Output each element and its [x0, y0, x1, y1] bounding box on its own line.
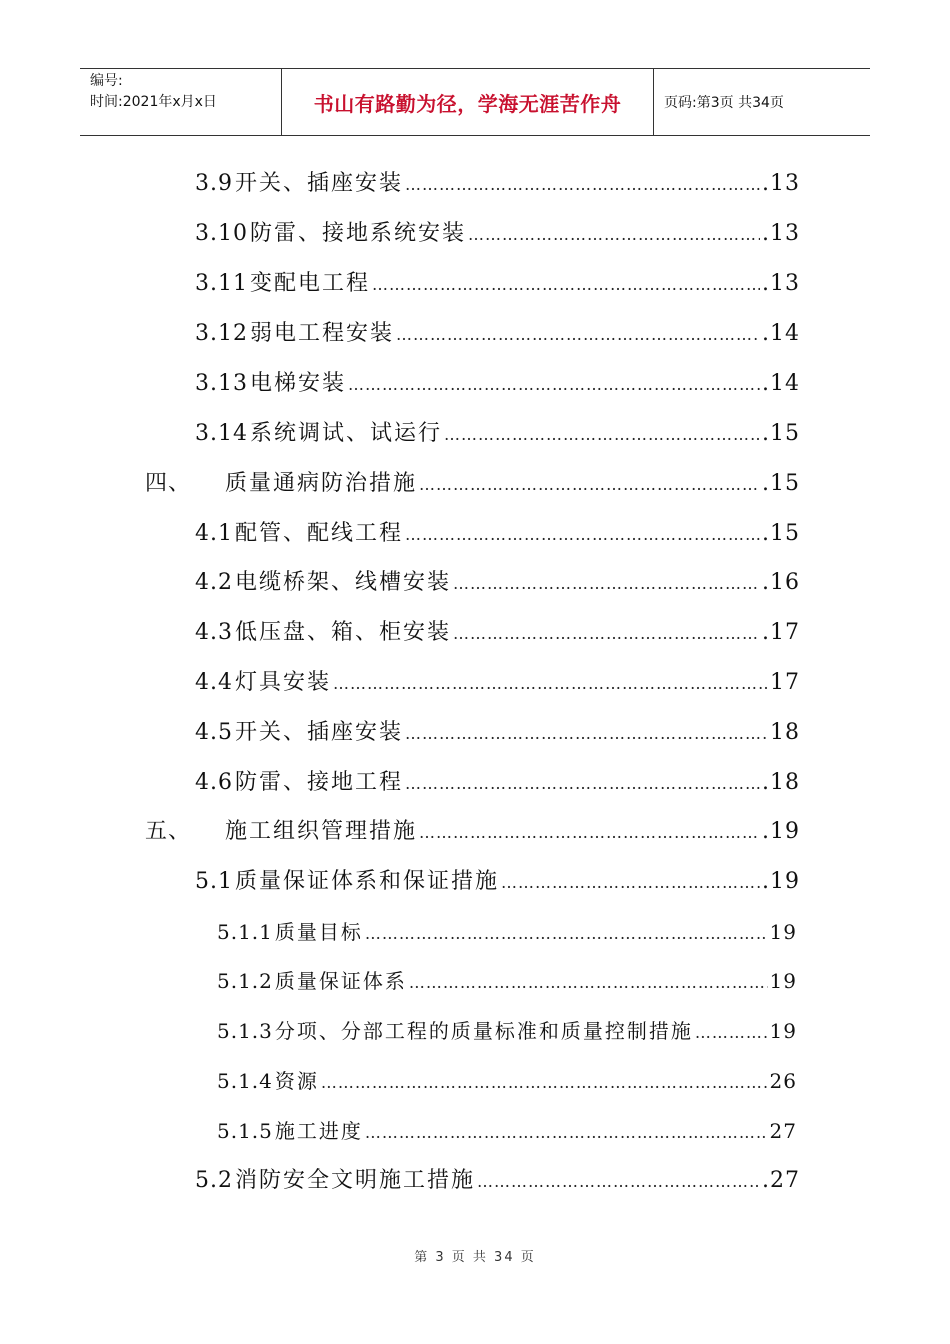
toc-entry-number: 3.9	[195, 171, 233, 196]
header-number-label: 编号:	[90, 73, 123, 89]
toc-leader-dots	[453, 619, 760, 648]
toc-entry-number: 5.1.5	[217, 1119, 273, 1143]
toc-entry-page: .13	[762, 171, 800, 196]
toc-entry-number: 5.1	[195, 869, 233, 894]
toc-entry[interactable]	[145, 817, 800, 847]
toc-entry-page: .15	[762, 521, 800, 546]
toc-leader-dots	[453, 569, 760, 598]
toc-entry-page: .14	[762, 371, 800, 396]
toc-entry-page: 27	[769, 1119, 797, 1143]
header-motto: 书山有路勤为径，学海无涯苦作舟	[313, 91, 622, 116]
toc-entry[interactable]	[217, 1016, 797, 1046]
toc-entry-title: 质量保证体系和保证措施	[235, 869, 500, 894]
toc-leader-dots	[695, 1018, 768, 1046]
toc-entry[interactable]	[195, 568, 800, 598]
toc-entry-number: 5.2	[195, 1168, 233, 1193]
toc-leader-dots	[372, 270, 760, 299]
toc-entry-page: 17	[770, 670, 800, 695]
toc-leader-dots	[405, 520, 760, 549]
toc-entry-page: 19	[769, 920, 797, 944]
header-meta	[80, 69, 282, 135]
toc-entry-title: 施工组织管理措施	[225, 819, 418, 844]
toc-entry[interactable]	[195, 618, 800, 648]
toc-entry-title: 开关、插座安装	[235, 171, 404, 196]
toc-leader-dots	[501, 868, 760, 897]
toc-entry-page: .15	[762, 421, 800, 446]
toc-leader-dots	[477, 1167, 760, 1196]
toc-entry-title: 质量通病防治措施	[225, 471, 418, 496]
toc-leader-dots	[321, 1068, 768, 1096]
toc-entry-number: 5.1.3	[217, 1019, 273, 1043]
toc-leader-dots	[405, 769, 760, 798]
toc-entry-page: 19	[769, 969, 797, 993]
toc-entry-number: 四、	[145, 471, 192, 496]
toc-entry-number: 4.3	[195, 620, 233, 645]
toc-entry-page: .16	[762, 570, 800, 595]
toc-leader-dots	[409, 968, 768, 996]
toc-entry-number: 3.14	[195, 421, 248, 446]
toc-entry-title: 低压盘、箱、柜安装	[235, 620, 452, 645]
toc-entry-number: 3.12	[195, 321, 248, 346]
header-motto-cell	[282, 69, 654, 135]
toc-entry-number: 5.1.1	[217, 920, 273, 944]
toc-entry-number: 4.4	[195, 670, 233, 695]
toc-leader-dots	[405, 719, 768, 748]
toc-leader-dots	[348, 370, 760, 399]
toc-entry[interactable]	[195, 718, 800, 748]
toc-entry-number: 5.1.4	[217, 1069, 273, 1093]
toc-entry-page: 26	[769, 1069, 797, 1093]
page-footer: 第 3 页 共 34 页	[414, 1250, 536, 1265]
toc-entry-title: 电梯安装	[249, 371, 346, 396]
toc-entry[interactable]	[195, 867, 800, 897]
toc-entry-number: 4.5	[195, 720, 233, 745]
toc-entry[interactable]	[217, 917, 797, 947]
header-time-label: 时间:2021年x月x日	[90, 94, 217, 110]
toc-entry-number: 3.11	[195, 271, 248, 296]
toc-entry-title: 分项、分部工程的质量标准和质量控制措施	[274, 1019, 693, 1043]
toc-entry-title: 灯具安装	[235, 670, 332, 695]
toc-entry[interactable]	[195, 768, 800, 798]
toc-leader-dots	[333, 669, 768, 698]
toc-entry[interactable]	[195, 169, 800, 199]
toc-entry-title: 防雷、接地工程	[235, 770, 404, 795]
toc-entry-page: .18	[762, 770, 800, 795]
toc-entry-title: 质量保证体系	[274, 969, 407, 993]
toc-entry-page: 18	[770, 720, 800, 745]
toc-entry-title: 防雷、接地系统安装	[249, 221, 466, 246]
toc-entry[interactable]	[195, 269, 800, 299]
toc-leader-dots	[365, 919, 768, 947]
toc-entry-page: .15	[762, 471, 800, 496]
toc-entry-number: 3.13	[195, 371, 248, 396]
toc-leader-dots	[365, 1118, 768, 1146]
toc-entry[interactable]	[195, 668, 800, 698]
toc-entry[interactable]	[195, 319, 800, 349]
toc-entry-title: 质量目标	[274, 920, 363, 944]
toc-entry[interactable]	[195, 519, 800, 549]
toc-leader-dots	[396, 320, 760, 349]
toc-entry-page: .13	[762, 271, 800, 296]
toc-entry[interactable]	[195, 369, 800, 399]
toc-entry-page: .17	[762, 620, 800, 645]
toc-entry-number: 3.10	[195, 221, 248, 246]
toc-entry[interactable]	[195, 219, 800, 249]
toc-entry-title: 电缆桥架、线槽安装	[235, 570, 452, 595]
toc-entry-title: 资源	[274, 1069, 319, 1093]
toc-entry[interactable]	[145, 469, 800, 499]
toc-entry-title: 配管、配线工程	[235, 521, 404, 546]
header-page-info: 页码:第3页 共34页	[664, 95, 784, 111]
toc-entry-title: 变配电工程	[249, 271, 370, 296]
toc-entry-page: .14	[762, 321, 800, 346]
toc-entry-title: 系统调试、试运行	[249, 421, 442, 446]
toc-entry[interactable]	[217, 966, 797, 996]
toc-entry[interactable]	[195, 419, 800, 449]
toc-entry-page: .13	[762, 221, 800, 246]
toc-leader-dots	[405, 170, 760, 199]
toc-entry-title: 开关、插座安装	[235, 720, 404, 745]
toc-entry[interactable]	[217, 1116, 797, 1146]
toc-entry[interactable]	[195, 1166, 800, 1196]
toc-entry-number: 5.1.2	[217, 969, 273, 993]
toc-leader-dots	[419, 818, 760, 847]
toc-leader-dots	[444, 420, 760, 449]
toc-entry-page: .19	[762, 869, 800, 894]
toc-entry-title: 弱电工程安装	[249, 321, 394, 346]
toc-entry-number: 4.1	[195, 521, 233, 546]
toc-entry-page: 19	[769, 1019, 797, 1043]
toc-entry-number: 4.2	[195, 570, 233, 595]
toc-entry-number: 五、	[145, 819, 192, 844]
toc-leader-dots	[419, 470, 760, 499]
toc-leader-dots	[468, 220, 760, 249]
toc-entry-title: 消防安全文明施工措施	[235, 1168, 476, 1193]
toc-entry-page: .27	[762, 1168, 800, 1193]
toc-entry-page: .19	[762, 819, 800, 844]
toc-entry-number: 4.6	[195, 770, 233, 795]
toc-entry[interactable]	[217, 1066, 797, 1096]
page-header	[80, 68, 870, 136]
toc-entry-title: 施工进度	[274, 1119, 363, 1143]
